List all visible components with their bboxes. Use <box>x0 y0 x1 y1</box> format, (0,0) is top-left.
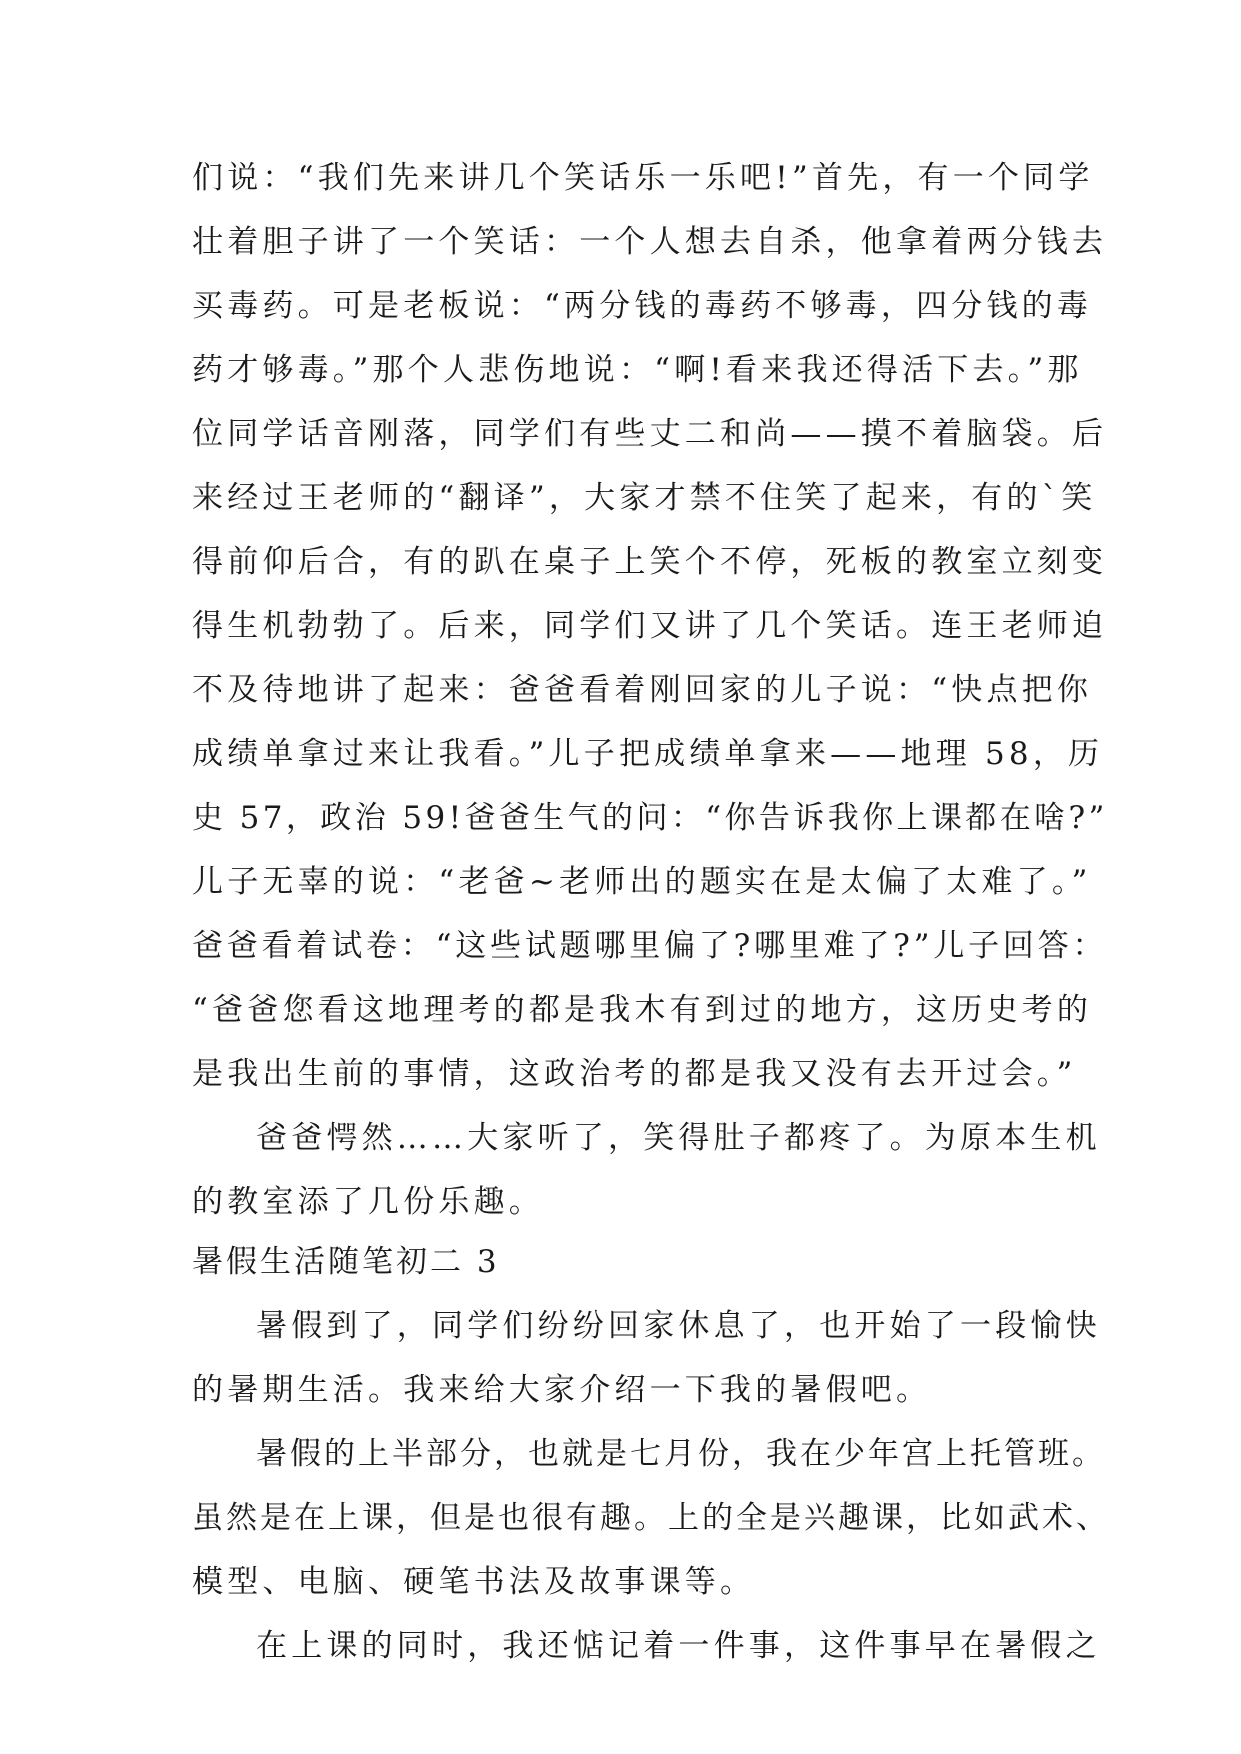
paragraph-start-line: 在上课的同时，我还惦记着一件事，这件事早在暑假之 <box>256 1628 1101 1664</box>
text-line: 史 57，政治 59!爸爸生气的问：“你告诉我你上课都在啥?” <box>192 800 1108 836</box>
text-line: 得生机勃勃了。后来，同学们又讲了几个笑话。连王老师迫 <box>192 608 1108 644</box>
text-line: “爸爸您看这地理考的都是我木有到过的地方，这历史考的 <box>192 992 1093 1028</box>
text-line: 壮着胆子讲了一个笑话：一个人想去自杀，他拿着两分钱去 <box>192 224 1108 260</box>
paragraph-start-line: 暑假到了，同学们纷纷回家休息了，也开始了一段愉快 <box>256 1308 1101 1344</box>
text-line: 不及待地讲了起来：爸爸看着刚回家的儿子说：“快点把你 <box>192 672 1093 708</box>
text-line: 爸爸看着试卷：“这些试题哪里偏了?哪里难了?”儿子回答： <box>192 928 1108 964</box>
text-line: 虽然是在上课，但是也很有趣。上的全是兴趣课，比如武术、 <box>192 1500 1110 1536</box>
text-line: 是我出生前的事情，这政治考的都是我又没有去开过会。” <box>192 1056 1077 1092</box>
text-line: 成绩单拿过来让我看。”儿子把成绩单拿来——地理 58，历 <box>192 736 1104 772</box>
text-line: 位同学话音刚落，同学们有些丈二和尚——摸不着脑袋。后 <box>192 416 1108 452</box>
text-line: 药才够毒。”那个人悲伤地说：“啊!看来我还得活下去。”那 <box>192 352 1083 388</box>
text-line: 儿子无辜的说：“老爸~老师出的题实在是太偏了太难了。” <box>192 864 1092 900</box>
text-line: 的暑期生活。我来给大家介绍一下我的暑假吧。 <box>192 1372 932 1408</box>
paragraph-start-line: 暑假的上半部分，也就是七月份，我在少年宫上托管班。 <box>256 1436 1106 1472</box>
section-heading: 暑假生活随笔初二 3 <box>192 1244 500 1280</box>
text-line: 来经过王老师的“翻译”，大家才禁不住笑了起来，有的`笑 <box>192 480 1097 516</box>
paragraph-start-line: 爸爸愕然……大家听了，笑得肚子都疼了。为原本生机 <box>256 1120 1101 1156</box>
text-line: 买毒药。可是老板说：“两分钱的毒药不够毒，四分钱的毒 <box>192 288 1093 324</box>
text-line: 模型、电脑、硬笔书法及故事课等。 <box>192 1564 756 1600</box>
text-line: 得前仰后合，有的趴在桌子上笑个不停，死板的教室立刻变 <box>192 544 1108 580</box>
text-line: 们说：“我们先来讲几个笑话乐一乐吧!”首先，有一个同学 <box>192 160 1094 196</box>
text-line: 的教室添了几份乐趣。 <box>192 1184 544 1220</box>
